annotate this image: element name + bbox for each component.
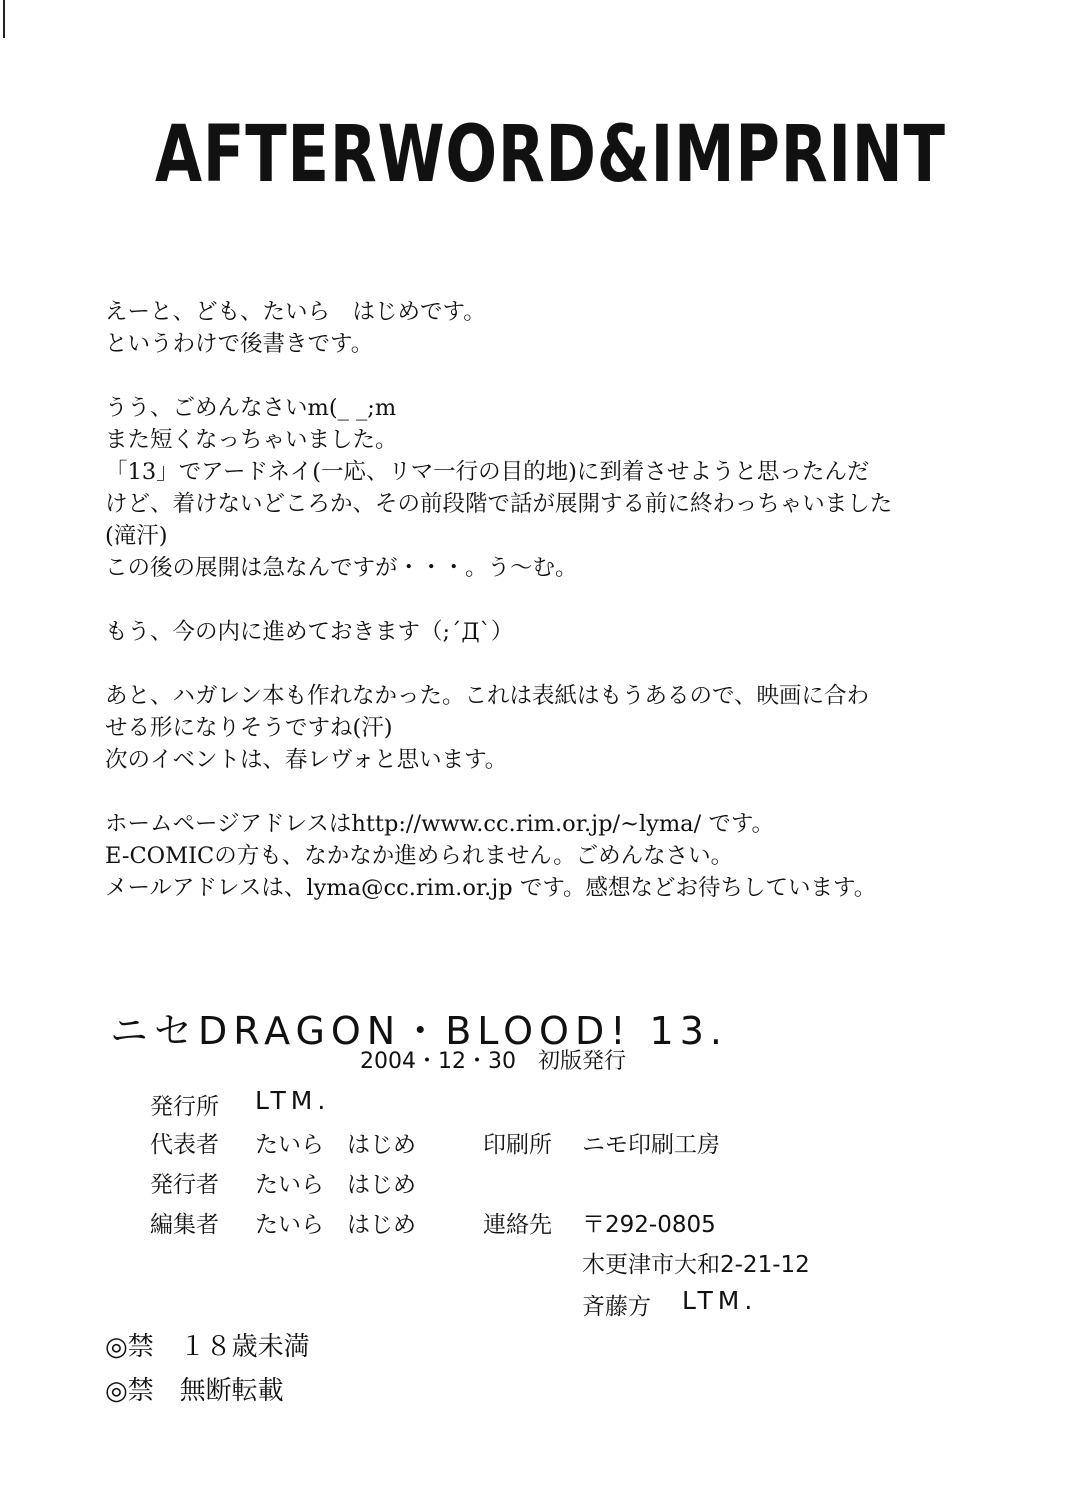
editor-name: たいら はじめ [255,1212,416,1238]
afterword-text [105,296,985,904]
book-title: ニセDRAGON・BLOOD! 13. [110,1009,728,1053]
afterword-line: この後の展開は急なんですが・・・。う～む。 [105,555,578,581]
afterword-line [105,648,985,680]
afterword-line [105,360,985,392]
afterword-line: もう、今の内に進めておきます（;´Д`） [105,619,514,645]
printer-name: ニモ印刷工房 [582,1132,720,1158]
editor-label: 編集者 [150,1212,219,1238]
afterword-line: あと、ハガレン本も作れなかった。これは表紙はもうあるので、映画に合わ [105,683,869,709]
afterword-line [105,584,985,616]
contact-care-of: 斉藤方 [582,1294,651,1320]
publisher-name: LTM. [255,1086,331,1115]
afterword-line: 次のイベントは、春レヴォと思います。 [105,747,508,773]
prohibition-reprint: ◎禁 無断転載 [105,1376,284,1406]
page-edge-mark [3,0,5,38]
afterword-line: けど、着けないどころか、その前段階で話が展開する前に終わっちゃいました [105,491,893,517]
issuer-label: 発行者 [150,1172,219,1198]
issuer-name: たいら はじめ [255,1172,416,1198]
afterword-line: 「13」でアードネイ(一応、リマ一行の目的地)に到着させようと思ったんだ [105,459,870,485]
contact-label: 連絡先 [483,1212,552,1238]
page-title: AFTERWORD&IMPRINT [155,110,946,200]
contact-postal-code: 〒292-0805 [582,1212,716,1238]
afterword-line: また短くなっちゃいました。 [105,427,398,453]
representative-name: たいら はじめ [255,1132,416,1158]
contact-address: 木更津市大和2-21-12 [582,1252,810,1278]
contact-care-of-org: LTM. [682,1286,758,1315]
prohibition-age: ◎禁 １８歳未満 [105,1332,310,1362]
printer-label: 印刷所 [483,1132,552,1158]
afterword-line: E-COMICの方も、なかなか進められません。ごめんなさい。 [105,843,734,869]
publisher-label: 発行所 [150,1094,219,1120]
afterword-line: メールアドレスは、lyma@cc.rim.or.jp です。感想などお待ちしています。 [105,875,877,901]
afterword-line [105,776,985,808]
afterword-line: うう、ごめんなさいm(_ _;m [105,395,397,421]
publication-date: 2004・12・30 初版発行 [360,1049,626,1074]
afterword-line: せる形になりそうですね(汗) [105,715,393,741]
representative-label: 代表者 [150,1132,219,1158]
afterword-line: (滝汗) [105,523,168,549]
afterword-line: えーと、ども、たいら はじめです。 [105,299,486,325]
afterword-line: というわけで後書きです。 [105,331,374,357]
afterword-line: ホームページアドレスはhttp://www.cc.rim.or.jp/~lyma/ です。 [105,811,775,837]
